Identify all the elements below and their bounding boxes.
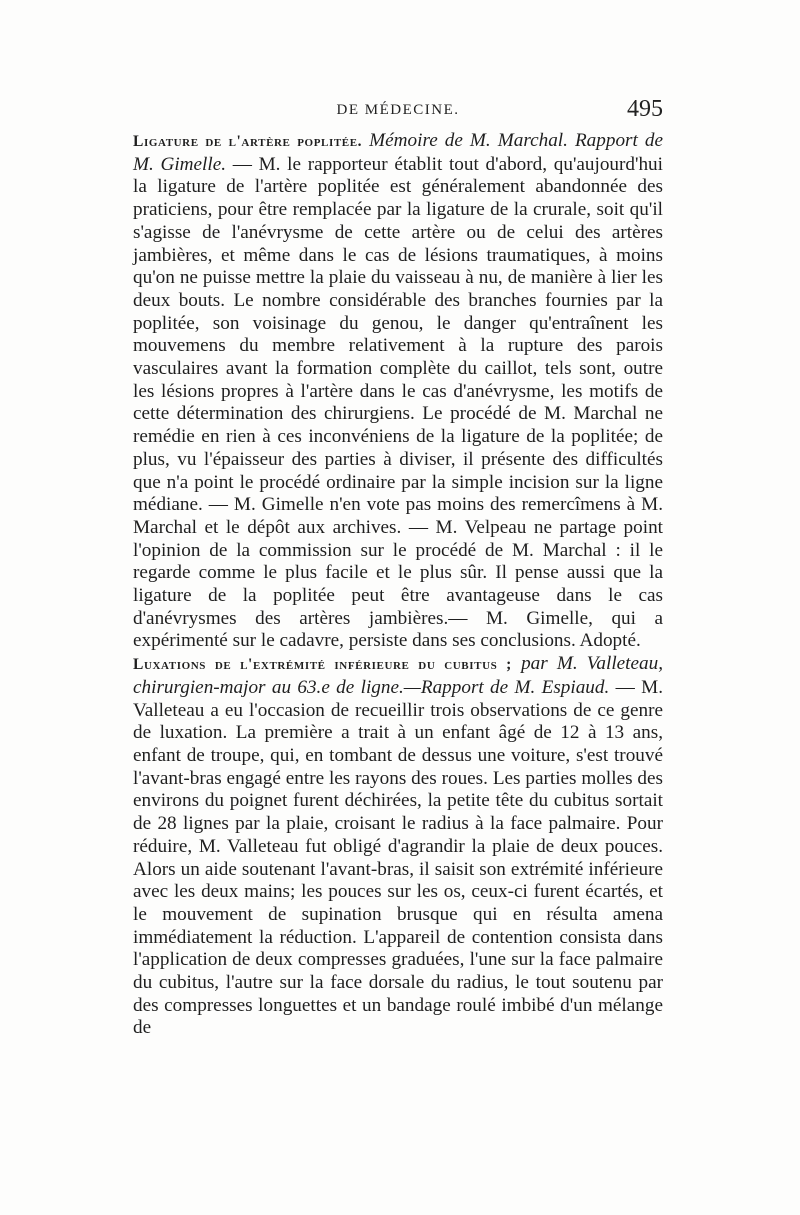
running-head	[133, 96, 663, 126]
text-block	[133, 130, 663, 1040]
page-number: 495	[627, 96, 663, 122]
paragraph-body: M. le rapporteur établit tout d'abord, qu'aujourd'hui la ligature de l'artère poplitée est généralement abandonnée des praticiens, pour être remplacée par la ligature de la crurale, soit qu'il s'agisse de l'anévrysme de cette artère ou de celui des artères jambières, et même dans le cas de lésions traumatiques, à moins qu'on ne puisse mettre la plaie du vaisseau à nu, de manière à lier les deux bouts. Le nombre considérable des branches fournies par la poplitée, son voisinage du genou, le danger qu'entraînent les mouvemens du membre relativement à la rupture des parois vasculaires avant la formation complète du caillot, tels sont, outre les lésions propres à l'artère dans le cas d'anévrysme, les motifs de cette détermination des chirurgiens. Le procédé de M. Marchal ne remédie en rien à ces inconvéniens de la ligature de la poplitée; de plus, vu l'épaisseur des parties à diviser, il présente des difficultés que n'a point le procédé ordinaire par la simple incision sur la ligne médiane. — M. Gimelle n'en vote pas moins des remercîmens à M. Marchal et le dépôt aux archives. — M. Velpeau ne partage point l'opinion de la commission sur le procédé de M. Marchal : il le regarde comme le plus facile et le plus sûr. Il pense aussi que la ligature de la poplitée peut être avantageuse dans le cas d'anévrysmes des artères jambières.— M. Gimelle, qui a expérimenté sur le cadavre, persiste dans ses conclusions. Adopté.	[133, 153, 663, 652]
paragraph-citation: Mémoire de M. Marchal. Rapport de M. Gimelle.	[133, 130, 664, 175]
paragraph-dash: —	[226, 153, 259, 175]
paragraph-heading: Luxations de l'extrémité inférieure du cubitus ;	[133, 656, 512, 674]
paragraph-citation: par M. Valleteau, chirurgien-major au 63.e de ligne.—Rapport de M. Espiaud.	[133, 653, 664, 698]
paragraph-luxations	[133, 653, 663, 1040]
paragraph-ligature	[133, 130, 663, 653]
paragraph-heading: Ligature de l'artère poplitée.	[133, 133, 363, 150]
running-title: DE MÉDECINE.	[336, 102, 460, 118]
paragraph-body: M. Valleteau a eu l'occasion de recueillir trois observations de ce genre de luxation. La première a trait à un enfant âgé de 12 à 13 ans, enfant de troupe, qui, en tombant de dessus une voiture, s'est trouvé l'avant-bras engagé entre les rayons des roues. Les parties molles des environs du poignet furent déchirées, la petite tête du cubitus sortait de 28 lignes par la plaie, croisant le radius à la face palmaire. Pour réduire, M. Valleteau fut obligé d'agrandir la plaie de deux pouces. Alors un aide soutenant l'avant-bras, il saisit son extrémité inférieure avec les deux mains; les pouces sur les os, ceux-ci furent écartés, et le mouvement de supination brusque qui en résulta amena immédiatement la réduction. L'appareil de contention consista dans l'application de deux compresses graduées, l'une sur la face palmaire du cubitus, l'autre sur la face dorsale du radius, le tout soutenu par des compresses longuettes et un bandage roulé imbibé d'un mélange de	[133, 676, 663, 1039]
paragraph-dash: —	[609, 676, 642, 698]
